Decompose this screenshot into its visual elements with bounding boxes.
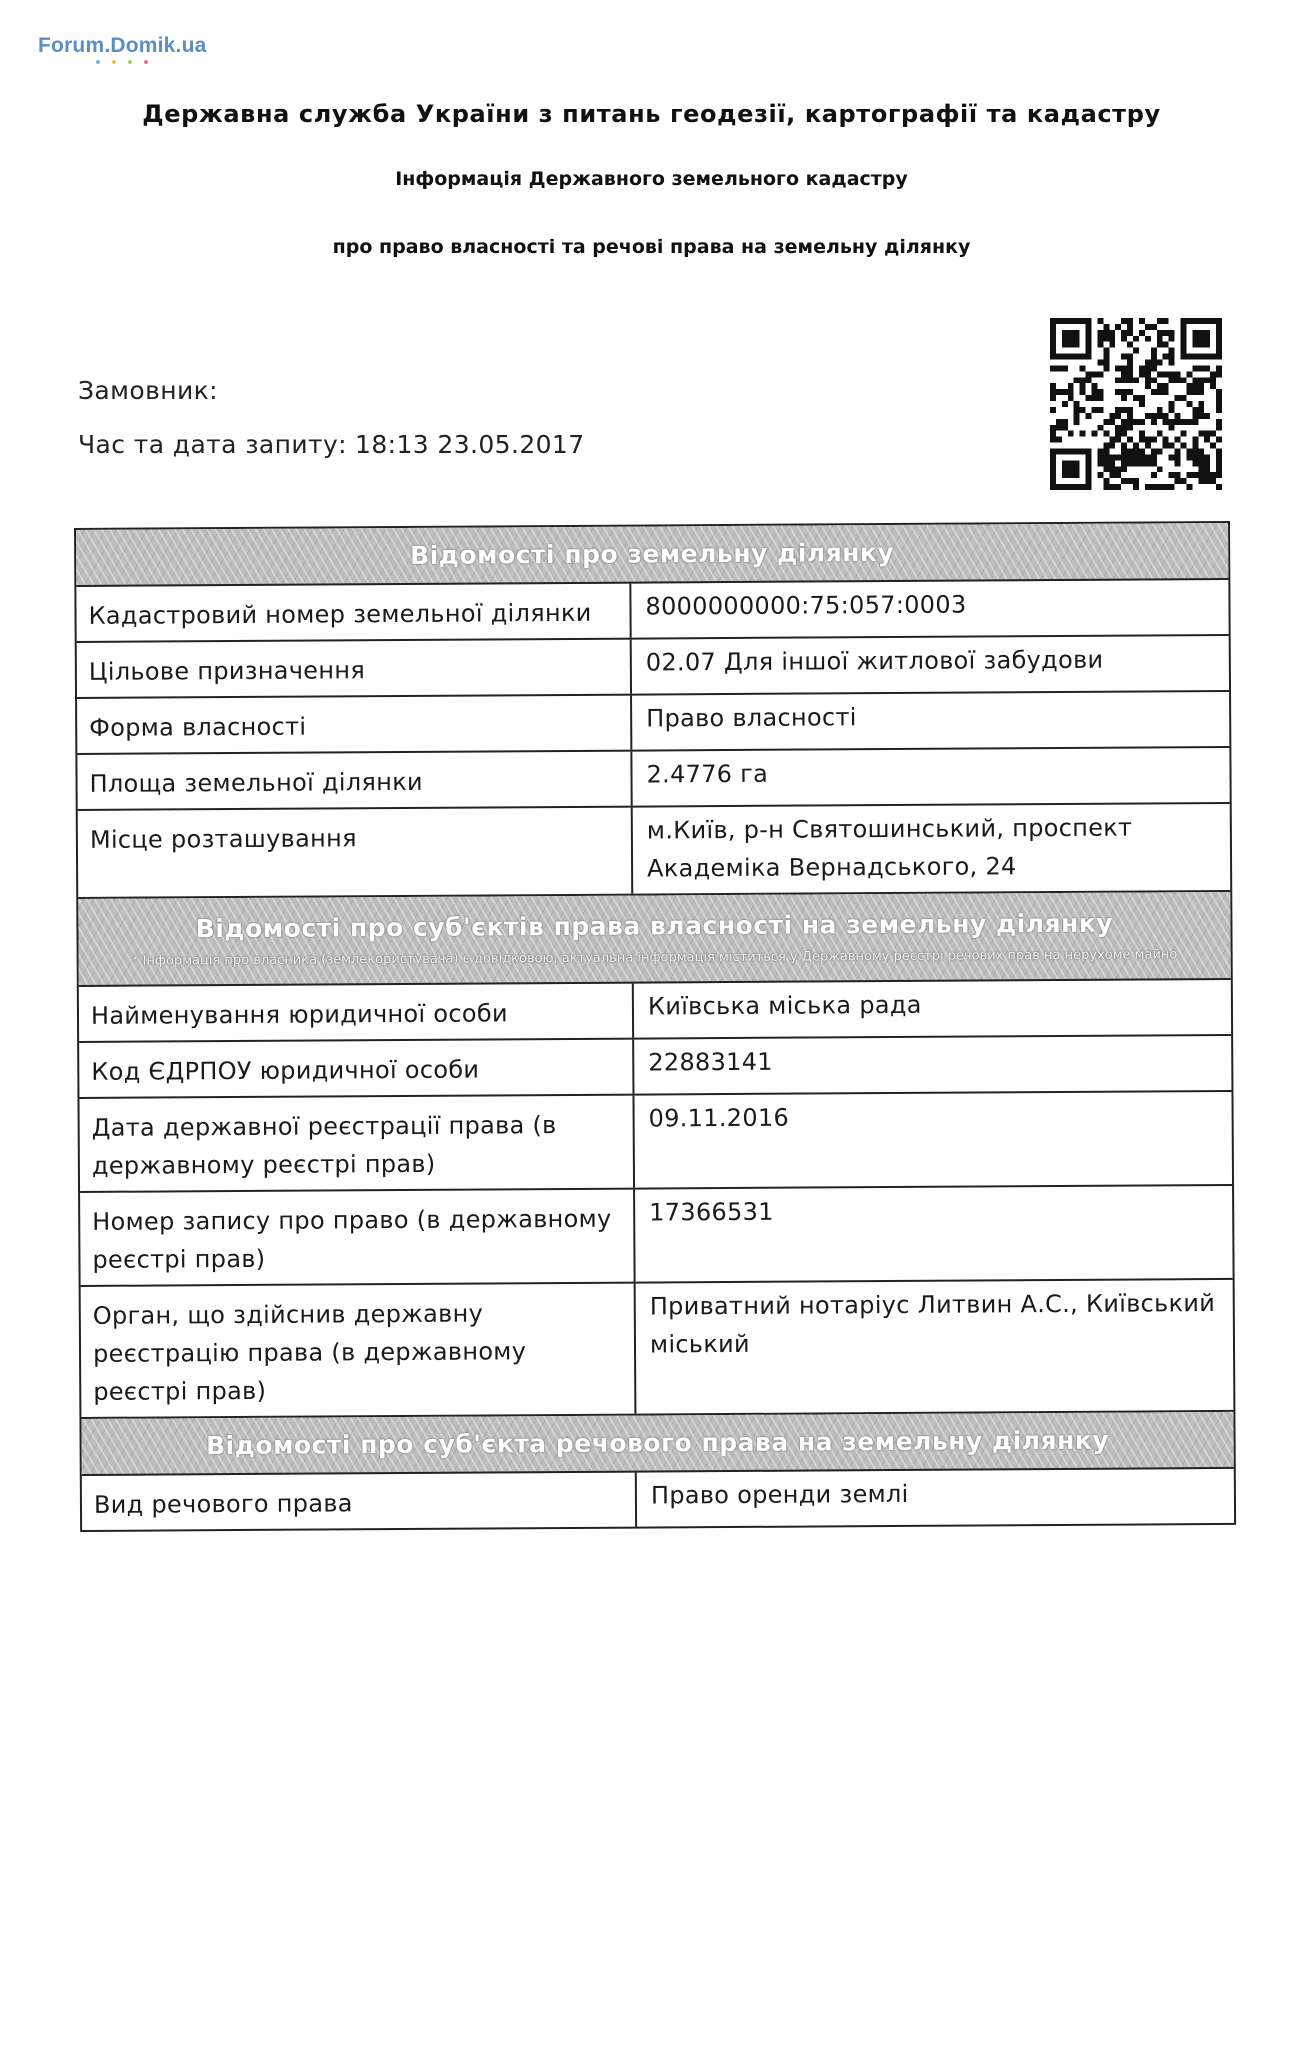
section-note: * Інформація про власника (землекористувача) є довідковою, актуальна інформація міститься у Державному реєстрі речових прав на нерухоме майно bbox=[131, 947, 1178, 969]
field-label: Код ЄДРПОУ юридичної особи bbox=[79, 1040, 634, 1097]
field-value: Право оренди землі bbox=[650, 1479, 909, 1510]
table-row bbox=[77, 748, 1229, 811]
table-row bbox=[76, 580, 1228, 643]
field-value: 22883141 bbox=[648, 1047, 773, 1077]
field-label: Цільове призначення bbox=[77, 640, 632, 697]
table-row bbox=[77, 692, 1229, 755]
request-time-value: 18:13 23.05.2017 bbox=[355, 430, 585, 459]
request-time-line bbox=[78, 430, 585, 459]
field-label: Площа земельної ділянки bbox=[77, 752, 632, 809]
field-value: 8000000000:75:057:0003 bbox=[645, 590, 967, 621]
field-value: Право власності bbox=[646, 703, 857, 733]
table-row bbox=[81, 1280, 1234, 1419]
field-value: 09.11.2016 bbox=[648, 1103, 790, 1133]
field-label: Місце розташування bbox=[78, 808, 634, 897]
qr-code-icon bbox=[1050, 318, 1222, 490]
table-row bbox=[79, 1092, 1232, 1193]
section-header-real-right bbox=[81, 1412, 1233, 1476]
section-title: Відомості про суб'єкта речового права на земельну ділянку bbox=[205, 1425, 1110, 1461]
field-label: Орган, що здійснив державну реєстрацію права (в державному реєстрі прав) bbox=[81, 1284, 637, 1417]
field-value: 2.4776 га bbox=[646, 759, 769, 789]
field-value: Київська міська рада bbox=[647, 990, 922, 1021]
section-title: Відомості про суб'єктів права власності на земельну ділянку bbox=[195, 908, 1114, 944]
section-header-parcel bbox=[76, 523, 1228, 587]
document-title: Інформація Державного земельного кадастру bbox=[395, 168, 908, 190]
document-subtitle: про право власності та речові права на земельну ділянку bbox=[332, 236, 971, 258]
watermark-dot bbox=[96, 60, 100, 64]
customer-line bbox=[78, 376, 218, 405]
watermark-dot bbox=[128, 60, 132, 64]
field-value: м.Київ, р-н Святошинський, проспект Академіка Вернадського, 24 bbox=[646, 813, 1133, 883]
field-value: 02.07 Для іншої житлової забудови bbox=[645, 645, 1104, 677]
section-title: Відомості про земельну ділянку bbox=[410, 537, 895, 570]
section-header-owner bbox=[78, 892, 1231, 987]
table-row bbox=[79, 980, 1231, 1043]
watermark-dots bbox=[96, 60, 148, 64]
field-label: Дата державної реєстрації права (в державному реєстрі прав) bbox=[79, 1096, 635, 1191]
field-value: 17366531 bbox=[649, 1197, 774, 1227]
table-row bbox=[80, 1186, 1233, 1287]
agency-title: Державна служба України з питань геодезії, картографії та кадастру bbox=[142, 100, 1161, 128]
watermark-dot bbox=[112, 60, 116, 64]
field-label: Форма власності bbox=[77, 696, 632, 753]
field-label: Вид речового права bbox=[82, 1473, 637, 1530]
table-row bbox=[78, 804, 1231, 899]
field-label: Кадастровий номер земельної ділянки bbox=[76, 584, 631, 641]
table-row bbox=[79, 1036, 1231, 1099]
field-label: Номер запису про право (в державному реєстрі прав) bbox=[80, 1190, 636, 1285]
table-row bbox=[77, 636, 1229, 699]
table-row bbox=[82, 1469, 1234, 1532]
customer-label: Замовник: bbox=[78, 376, 218, 405]
request-time-label: Час та дата запиту: bbox=[78, 430, 348, 459]
watermark-dot bbox=[144, 60, 148, 64]
cadastre-table bbox=[74, 521, 1236, 1532]
field-label: Найменування юридичної особи bbox=[79, 984, 634, 1041]
watermark-logo: Forum.Domik.ua bbox=[38, 34, 207, 57]
field-value: Приватний нотаріус Литвин А.С., Київський міський bbox=[649, 1289, 1216, 1359]
